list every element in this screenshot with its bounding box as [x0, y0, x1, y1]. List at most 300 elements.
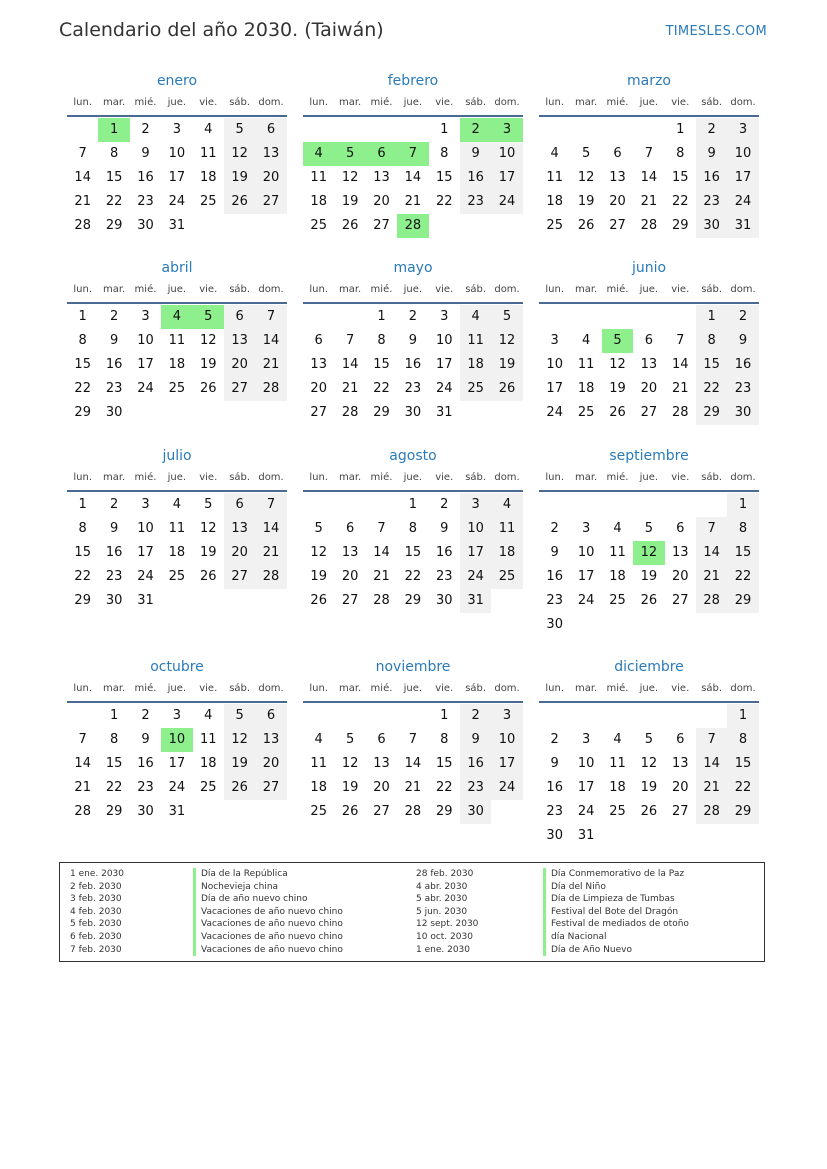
day-cell[interactable]: 18: [168, 357, 186, 372]
day-cell[interactable]: 9: [460, 142, 491, 166]
day-cell[interactable]: 18: [199, 756, 217, 771]
day-cell[interactable]: 31: [168, 218, 186, 233]
day-cell[interactable]: 8: [676, 146, 685, 161]
day-cell[interactable]: 21: [640, 194, 658, 209]
day-cell[interactable]: 23: [137, 780, 154, 795]
day-cell[interactable]: 8: [109, 732, 119, 747]
day-cell[interactable]: 10: [546, 357, 563, 372]
day-cell[interactable]: 27: [640, 405, 658, 420]
day-cell[interactable]: 18: [310, 780, 327, 795]
day-cell[interactable]: 8: [377, 333, 386, 348]
day-cell[interactable]: 5: [314, 521, 323, 536]
day-cell[interactable]: 28: [74, 218, 91, 233]
day-cell[interactable]: 29: [74, 593, 91, 608]
day-cell[interactable]: 8: [696, 329, 727, 353]
day-cell[interactable]: 28: [373, 593, 390, 608]
day-cell[interactable]: 6: [676, 521, 685, 536]
day-cell[interactable]: 6: [676, 732, 685, 747]
day-cell[interactable]: 2: [550, 521, 559, 536]
day-cell[interactable]: 25: [546, 218, 563, 233]
day-cell[interactable]: 9: [460, 728, 491, 752]
day-cell[interactable]: 5: [204, 497, 213, 512]
day-cell[interactable]: 31: [460, 589, 491, 613]
day-cell[interactable]: 25: [199, 194, 217, 209]
day-cell[interactable]: 5: [644, 521, 653, 536]
day-cell[interactable]: 18: [310, 194, 327, 209]
day-cell[interactable]: 26: [199, 381, 217, 396]
day-cell[interactable]: 28: [255, 565, 286, 589]
day-cell[interactable]: 13: [671, 545, 689, 560]
day-cell[interactable]: 7: [78, 146, 87, 161]
day-cell[interactable]: 25: [168, 381, 186, 396]
day-cell[interactable]: 7: [78, 732, 87, 747]
day-cell[interactable]: 26: [224, 190, 255, 214]
day-cell[interactable]: 20: [671, 780, 689, 795]
day-cell[interactable]: 31: [435, 405, 453, 420]
day-cell[interactable]: 7: [644, 146, 653, 161]
day-cell[interactable]: 2: [109, 309, 119, 324]
day-cell[interactable]: 27: [341, 593, 359, 608]
day-cell[interactable]: 28: [696, 800, 727, 824]
day-cell[interactable]: 26: [609, 405, 626, 420]
day-cell[interactable]: 15: [74, 545, 91, 560]
day-cell[interactable]: 20: [341, 569, 359, 584]
day-cell[interactable]: 29: [404, 593, 422, 608]
day-cell[interactable]: 5: [345, 732, 355, 747]
day-cell[interactable]: 4: [303, 142, 334, 166]
day-cell[interactable]: 9: [109, 333, 119, 348]
day-cell[interactable]: 8: [109, 146, 119, 161]
day-cell[interactable]: 9: [141, 146, 150, 161]
day-cell[interactable]: 12: [491, 329, 522, 353]
day-cell[interactable]: 19: [224, 752, 255, 776]
day-cell[interactable]: 22: [74, 569, 91, 584]
day-cell[interactable]: 8: [727, 728, 758, 752]
day-cell[interactable]: 16: [105, 357, 123, 372]
day-cell[interactable]: 28: [671, 405, 689, 420]
day-cell[interactable]: 9: [727, 329, 758, 353]
day-cell[interactable]: 16: [546, 780, 563, 795]
day-cell[interactable]: 1: [408, 497, 417, 512]
day-cell[interactable]: 26: [640, 593, 658, 608]
day-cell[interactable]: 17: [727, 166, 758, 190]
day-cell[interactable]: 26: [640, 804, 658, 819]
day-cell[interactable]: 16: [460, 752, 491, 776]
day-cell[interactable]: 3: [581, 732, 591, 747]
day-cell[interactable]: 9: [440, 521, 449, 536]
day-cell[interactable]: 7: [408, 732, 417, 747]
day-cell[interactable]: 25: [310, 218, 327, 233]
brand-link[interactable]: TIMESLES.COM: [665, 24, 767, 39]
day-cell[interactable]: 12: [341, 170, 359, 185]
day-cell[interactable]: 19: [341, 194, 359, 209]
day-cell[interactable]: 12: [199, 333, 217, 348]
day-cell[interactable]: 13: [341, 545, 359, 560]
day-cell[interactable]: 13: [310, 357, 327, 372]
day-cell[interactable]: 12: [640, 756, 658, 771]
day-cell[interactable]: 29: [727, 800, 758, 824]
day-cell[interactable]: 26: [577, 218, 595, 233]
day-cell[interactable]: 21: [404, 194, 422, 209]
day-cell[interactable]: 22: [74, 381, 91, 396]
day-cell[interactable]: 1: [98, 118, 129, 142]
day-cell[interactable]: 4: [491, 493, 522, 517]
day-cell[interactable]: 8: [78, 333, 87, 348]
day-cell[interactable]: 21: [404, 780, 422, 795]
day-cell[interactable]: 2: [440, 497, 449, 512]
day-cell[interactable]: 8: [727, 517, 758, 541]
day-cell[interactable]: 17: [137, 357, 154, 372]
day-cell[interactable]: 15: [373, 357, 390, 372]
day-cell[interactable]: 14: [255, 329, 286, 353]
day-cell[interactable]: 10: [577, 545, 595, 560]
day-cell[interactable]: 15: [696, 353, 727, 377]
day-cell[interactable]: 14: [404, 170, 422, 185]
day-cell[interactable]: 26: [224, 776, 255, 800]
day-cell[interactable]: 16: [105, 545, 123, 560]
day-cell[interactable]: 5: [334, 142, 365, 166]
day-cell[interactable]: 17: [546, 381, 563, 396]
day-cell[interactable]: 26: [341, 218, 359, 233]
day-cell[interactable]: 4: [613, 521, 622, 536]
day-cell[interactable]: 22: [404, 569, 422, 584]
day-cell[interactable]: 7: [696, 517, 727, 541]
day-cell[interactable]: 12: [310, 545, 327, 560]
day-cell[interactable]: 16: [435, 545, 453, 560]
day-cell[interactable]: 4: [161, 305, 192, 329]
day-cell[interactable]: 4: [613, 732, 622, 747]
day-cell[interactable]: 15: [105, 170, 123, 185]
day-cell[interactable]: 31: [727, 214, 758, 238]
day-cell[interactable]: 11: [168, 333, 186, 348]
day-cell[interactable]: 26: [341, 804, 359, 819]
day-cell[interactable]: 19: [609, 381, 626, 396]
day-cell[interactable]: 18: [609, 780, 626, 795]
day-cell[interactable]: 4: [314, 732, 323, 747]
day-cell[interactable]: 2: [141, 708, 150, 723]
day-cell[interactable]: 11: [168, 521, 186, 536]
day-cell[interactable]: 30: [105, 405, 123, 420]
day-cell[interactable]: 23: [546, 804, 563, 819]
day-cell[interactable]: 23: [105, 381, 123, 396]
day-cell[interactable]: 14: [74, 170, 91, 185]
day-cell[interactable]: 17: [460, 541, 491, 565]
day-cell[interactable]: 20: [255, 752, 286, 776]
day-cell[interactable]: 14: [696, 752, 727, 776]
day-cell[interactable]: 20: [640, 381, 658, 396]
day-cell[interactable]: 22: [727, 565, 758, 589]
day-cell[interactable]: 25: [460, 377, 491, 401]
day-cell[interactable]: 19: [640, 780, 658, 795]
day-cell[interactable]: 27: [224, 565, 255, 589]
day-cell[interactable]: 8: [440, 732, 449, 747]
day-cell[interactable]: 29: [671, 218, 689, 233]
day-cell[interactable]: 19: [310, 569, 327, 584]
day-cell[interactable]: 21: [671, 381, 689, 396]
day-cell[interactable]: 17: [435, 357, 453, 372]
day-cell[interactable]: 30: [696, 214, 727, 238]
day-cell[interactable]: 23: [105, 569, 123, 584]
day-cell[interactable]: 24: [168, 780, 186, 795]
day-cell[interactable]: 29: [727, 589, 758, 613]
day-cell[interactable]: 27: [373, 804, 390, 819]
day-cell[interactable]: 27: [224, 377, 255, 401]
day-cell[interactable]: 24: [137, 381, 154, 396]
day-cell[interactable]: 1: [78, 497, 87, 512]
day-cell[interactable]: 3: [550, 333, 559, 348]
day-cell[interactable]: 25: [199, 780, 217, 795]
day-cell[interactable]: 24: [460, 565, 491, 589]
day-cell[interactable]: 3: [172, 708, 181, 723]
day-cell[interactable]: 10: [491, 728, 522, 752]
day-cell[interactable]: 23: [435, 569, 453, 584]
day-cell[interactable]: 19: [199, 545, 217, 560]
day-cell[interactable]: 15: [105, 756, 123, 771]
day-cell[interactable]: 12: [633, 541, 664, 565]
day-cell[interactable]: 10: [727, 142, 758, 166]
day-cell[interactable]: 22: [373, 381, 390, 396]
day-cell[interactable]: 18: [168, 545, 186, 560]
day-cell[interactable]: 17: [491, 752, 522, 776]
day-cell[interactable]: 3: [141, 309, 150, 324]
day-cell[interactable]: 30: [137, 804, 154, 819]
day-cell[interactable]: 13: [224, 329, 255, 353]
day-cell[interactable]: 7: [696, 728, 727, 752]
day-cell[interactable]: 3: [727, 118, 758, 142]
day-cell[interactable]: 15: [727, 752, 758, 776]
day-cell[interactable]: 21: [74, 194, 91, 209]
day-cell[interactable]: 26: [491, 377, 522, 401]
day-cell[interactable]: 20: [609, 194, 626, 209]
day-cell[interactable]: 27: [310, 405, 327, 420]
day-cell[interactable]: 29: [373, 405, 390, 420]
day-cell[interactable]: 9: [550, 545, 559, 560]
day-cell[interactable]: 30: [460, 800, 491, 824]
day-cell[interactable]: 6: [366, 142, 397, 166]
day-cell[interactable]: 26: [310, 593, 327, 608]
day-cell[interactable]: 21: [255, 541, 286, 565]
day-cell[interactable]: 5: [224, 704, 255, 728]
day-cell[interactable]: 10: [161, 728, 192, 752]
day-cell[interactable]: 30: [137, 218, 154, 233]
day-cell[interactable]: 24: [435, 381, 453, 396]
day-cell[interactable]: 29: [105, 218, 123, 233]
day-cell[interactable]: 30: [435, 593, 453, 608]
day-cell[interactable]: 30: [404, 405, 422, 420]
day-cell[interactable]: 3: [460, 493, 491, 517]
day-cell[interactable]: 10: [460, 517, 491, 541]
day-cell[interactable]: 5: [491, 305, 522, 329]
day-cell[interactable]: 15: [74, 357, 91, 372]
day-cell[interactable]: 6: [345, 521, 355, 536]
day-cell[interactable]: 8: [440, 146, 449, 161]
day-cell[interactable]: 15: [671, 170, 689, 185]
day-cell[interactable]: 6: [377, 732, 386, 747]
day-cell[interactable]: 21: [696, 776, 727, 800]
day-cell[interactable]: 15: [727, 541, 758, 565]
day-cell[interactable]: 22: [105, 780, 123, 795]
day-cell[interactable]: 5: [193, 305, 224, 329]
day-cell[interactable]: 6: [255, 704, 286, 728]
day-cell[interactable]: 26: [199, 569, 217, 584]
day-cell[interactable]: 14: [404, 756, 422, 771]
day-cell[interactable]: 15: [404, 545, 422, 560]
day-cell[interactable]: 6: [644, 333, 653, 348]
day-cell[interactable]: 25: [491, 565, 522, 589]
day-cell[interactable]: 24: [491, 190, 522, 214]
day-cell[interactable]: 9: [141, 732, 150, 747]
day-cell[interactable]: 22: [696, 377, 727, 401]
day-cell[interactable]: 2: [408, 309, 417, 324]
day-cell[interactable]: 3: [172, 122, 181, 137]
day-cell[interactable]: 13: [224, 517, 255, 541]
day-cell[interactable]: 29: [105, 804, 123, 819]
day-cell[interactable]: 20: [224, 541, 255, 565]
day-cell[interactable]: 12: [577, 170, 595, 185]
day-cell[interactable]: 20: [255, 166, 286, 190]
day-cell[interactable]: 16: [137, 756, 154, 771]
day-cell[interactable]: 17: [491, 166, 522, 190]
day-cell[interactable]: 10: [577, 756, 595, 771]
day-cell[interactable]: 9: [109, 521, 119, 536]
day-cell[interactable]: 3: [141, 497, 150, 512]
day-cell[interactable]: 6: [613, 146, 622, 161]
day-cell[interactable]: 11: [491, 517, 522, 541]
day-cell[interactable]: 4: [550, 146, 559, 161]
day-cell[interactable]: 25: [609, 804, 626, 819]
day-cell[interactable]: 23: [696, 190, 727, 214]
day-cell[interactable]: 6: [224, 305, 255, 329]
day-cell[interactable]: 11: [310, 170, 327, 185]
day-cell[interactable]: 19: [491, 353, 522, 377]
day-cell[interactable]: 2: [696, 118, 727, 142]
day-cell[interactable]: 25: [168, 569, 186, 584]
day-cell[interactable]: 21: [696, 565, 727, 589]
day-cell[interactable]: 28: [397, 214, 428, 238]
day-cell[interactable]: 22: [105, 194, 123, 209]
day-cell[interactable]: 15: [435, 756, 453, 771]
day-cell[interactable]: 30: [546, 617, 563, 632]
day-cell[interactable]: 16: [727, 353, 758, 377]
day-cell[interactable]: 2: [550, 732, 559, 747]
day-cell[interactable]: 17: [577, 569, 595, 584]
day-cell[interactable]: 18: [577, 381, 595, 396]
day-cell[interactable]: 18: [546, 194, 563, 209]
day-cell[interactable]: 1: [676, 122, 685, 137]
day-cell[interactable]: 3: [581, 521, 591, 536]
day-cell[interactable]: 12: [199, 521, 217, 536]
day-cell[interactable]: 13: [671, 756, 689, 771]
day-cell[interactable]: 16: [696, 166, 727, 190]
day-cell[interactable]: 14: [341, 357, 359, 372]
day-cell[interactable]: 28: [640, 218, 658, 233]
day-cell[interactable]: 25: [609, 593, 626, 608]
day-cell[interactable]: 16: [546, 569, 563, 584]
day-cell[interactable]: 28: [74, 804, 91, 819]
day-cell[interactable]: 11: [577, 357, 595, 372]
day-cell[interactable]: 19: [640, 569, 658, 584]
day-cell[interactable]: 30: [546, 828, 563, 843]
day-cell[interactable]: 7: [345, 333, 355, 348]
day-cell[interactable]: 8: [78, 521, 87, 536]
day-cell[interactable]: 12: [609, 357, 626, 372]
day-cell[interactable]: 16: [460, 166, 491, 190]
day-cell[interactable]: 28: [696, 589, 727, 613]
day-cell[interactable]: 9: [408, 333, 417, 348]
day-cell[interactable]: 13: [609, 170, 626, 185]
day-cell[interactable]: 20: [373, 194, 390, 209]
day-cell[interactable]: 11: [460, 329, 491, 353]
day-cell[interactable]: 10: [435, 333, 453, 348]
day-cell[interactable]: 23: [460, 190, 491, 214]
day-cell[interactable]: 18: [609, 569, 626, 584]
day-cell[interactable]: 10: [491, 142, 522, 166]
day-cell[interactable]: 28: [255, 377, 286, 401]
day-cell[interactable]: 20: [373, 780, 390, 795]
day-cell[interactable]: 4: [172, 497, 181, 512]
day-cell[interactable]: 19: [341, 780, 359, 795]
day-cell[interactable]: 11: [199, 146, 217, 161]
day-cell[interactable]: 15: [435, 170, 453, 185]
day-cell[interactable]: 14: [671, 357, 689, 372]
day-cell[interactable]: 27: [609, 218, 626, 233]
day-cell[interactable]: 25: [310, 804, 327, 819]
day-cell[interactable]: 3: [440, 309, 449, 324]
day-cell[interactable]: 2: [727, 305, 758, 329]
day-cell[interactable]: 3: [491, 704, 522, 728]
day-cell[interactable]: 16: [137, 170, 154, 185]
day-cell[interactable]: 2: [460, 118, 491, 142]
day-cell[interactable]: 10: [137, 333, 154, 348]
day-cell[interactable]: 5: [602, 329, 633, 353]
day-cell[interactable]: 6: [255, 118, 286, 142]
day-cell[interactable]: 27: [255, 190, 286, 214]
day-cell[interactable]: 11: [546, 170, 563, 185]
day-cell[interactable]: 24: [577, 593, 595, 608]
day-cell[interactable]: 11: [609, 756, 626, 771]
day-cell[interactable]: 23: [404, 381, 422, 396]
day-cell[interactable]: 29: [435, 804, 453, 819]
day-cell[interactable]: 18: [199, 170, 217, 185]
day-cell[interactable]: 7: [377, 521, 386, 536]
day-cell[interactable]: 25: [577, 405, 595, 420]
day-cell[interactable]: 13: [373, 170, 390, 185]
day-cell[interactable]: 7: [255, 493, 286, 517]
day-cell[interactable]: 31: [168, 804, 186, 819]
day-cell[interactable]: 13: [255, 728, 286, 752]
day-cell[interactable]: 31: [577, 828, 595, 843]
day-cell[interactable]: 9: [550, 756, 559, 771]
day-cell[interactable]: 17: [168, 170, 186, 185]
day-cell[interactable]: 14: [74, 756, 91, 771]
day-cell[interactable]: 14: [696, 541, 727, 565]
day-cell[interactable]: 24: [727, 190, 758, 214]
day-cell[interactable]: 27: [671, 804, 689, 819]
day-cell[interactable]: 18: [460, 353, 491, 377]
day-cell[interactable]: 2: [109, 497, 119, 512]
day-cell[interactable]: 22: [671, 194, 689, 209]
day-cell[interactable]: 7: [676, 333, 685, 348]
day-cell[interactable]: 13: [255, 142, 286, 166]
day-cell[interactable]: 12: [224, 728, 255, 752]
day-cell[interactable]: 30: [727, 401, 758, 425]
day-cell[interactable]: 19: [577, 194, 595, 209]
day-cell[interactable]: 7: [255, 305, 286, 329]
day-cell[interactable]: 4: [460, 305, 491, 329]
day-cell[interactable]: 10: [168, 146, 186, 161]
day-cell[interactable]: 3: [491, 118, 522, 142]
day-cell[interactable]: 4: [204, 708, 213, 723]
